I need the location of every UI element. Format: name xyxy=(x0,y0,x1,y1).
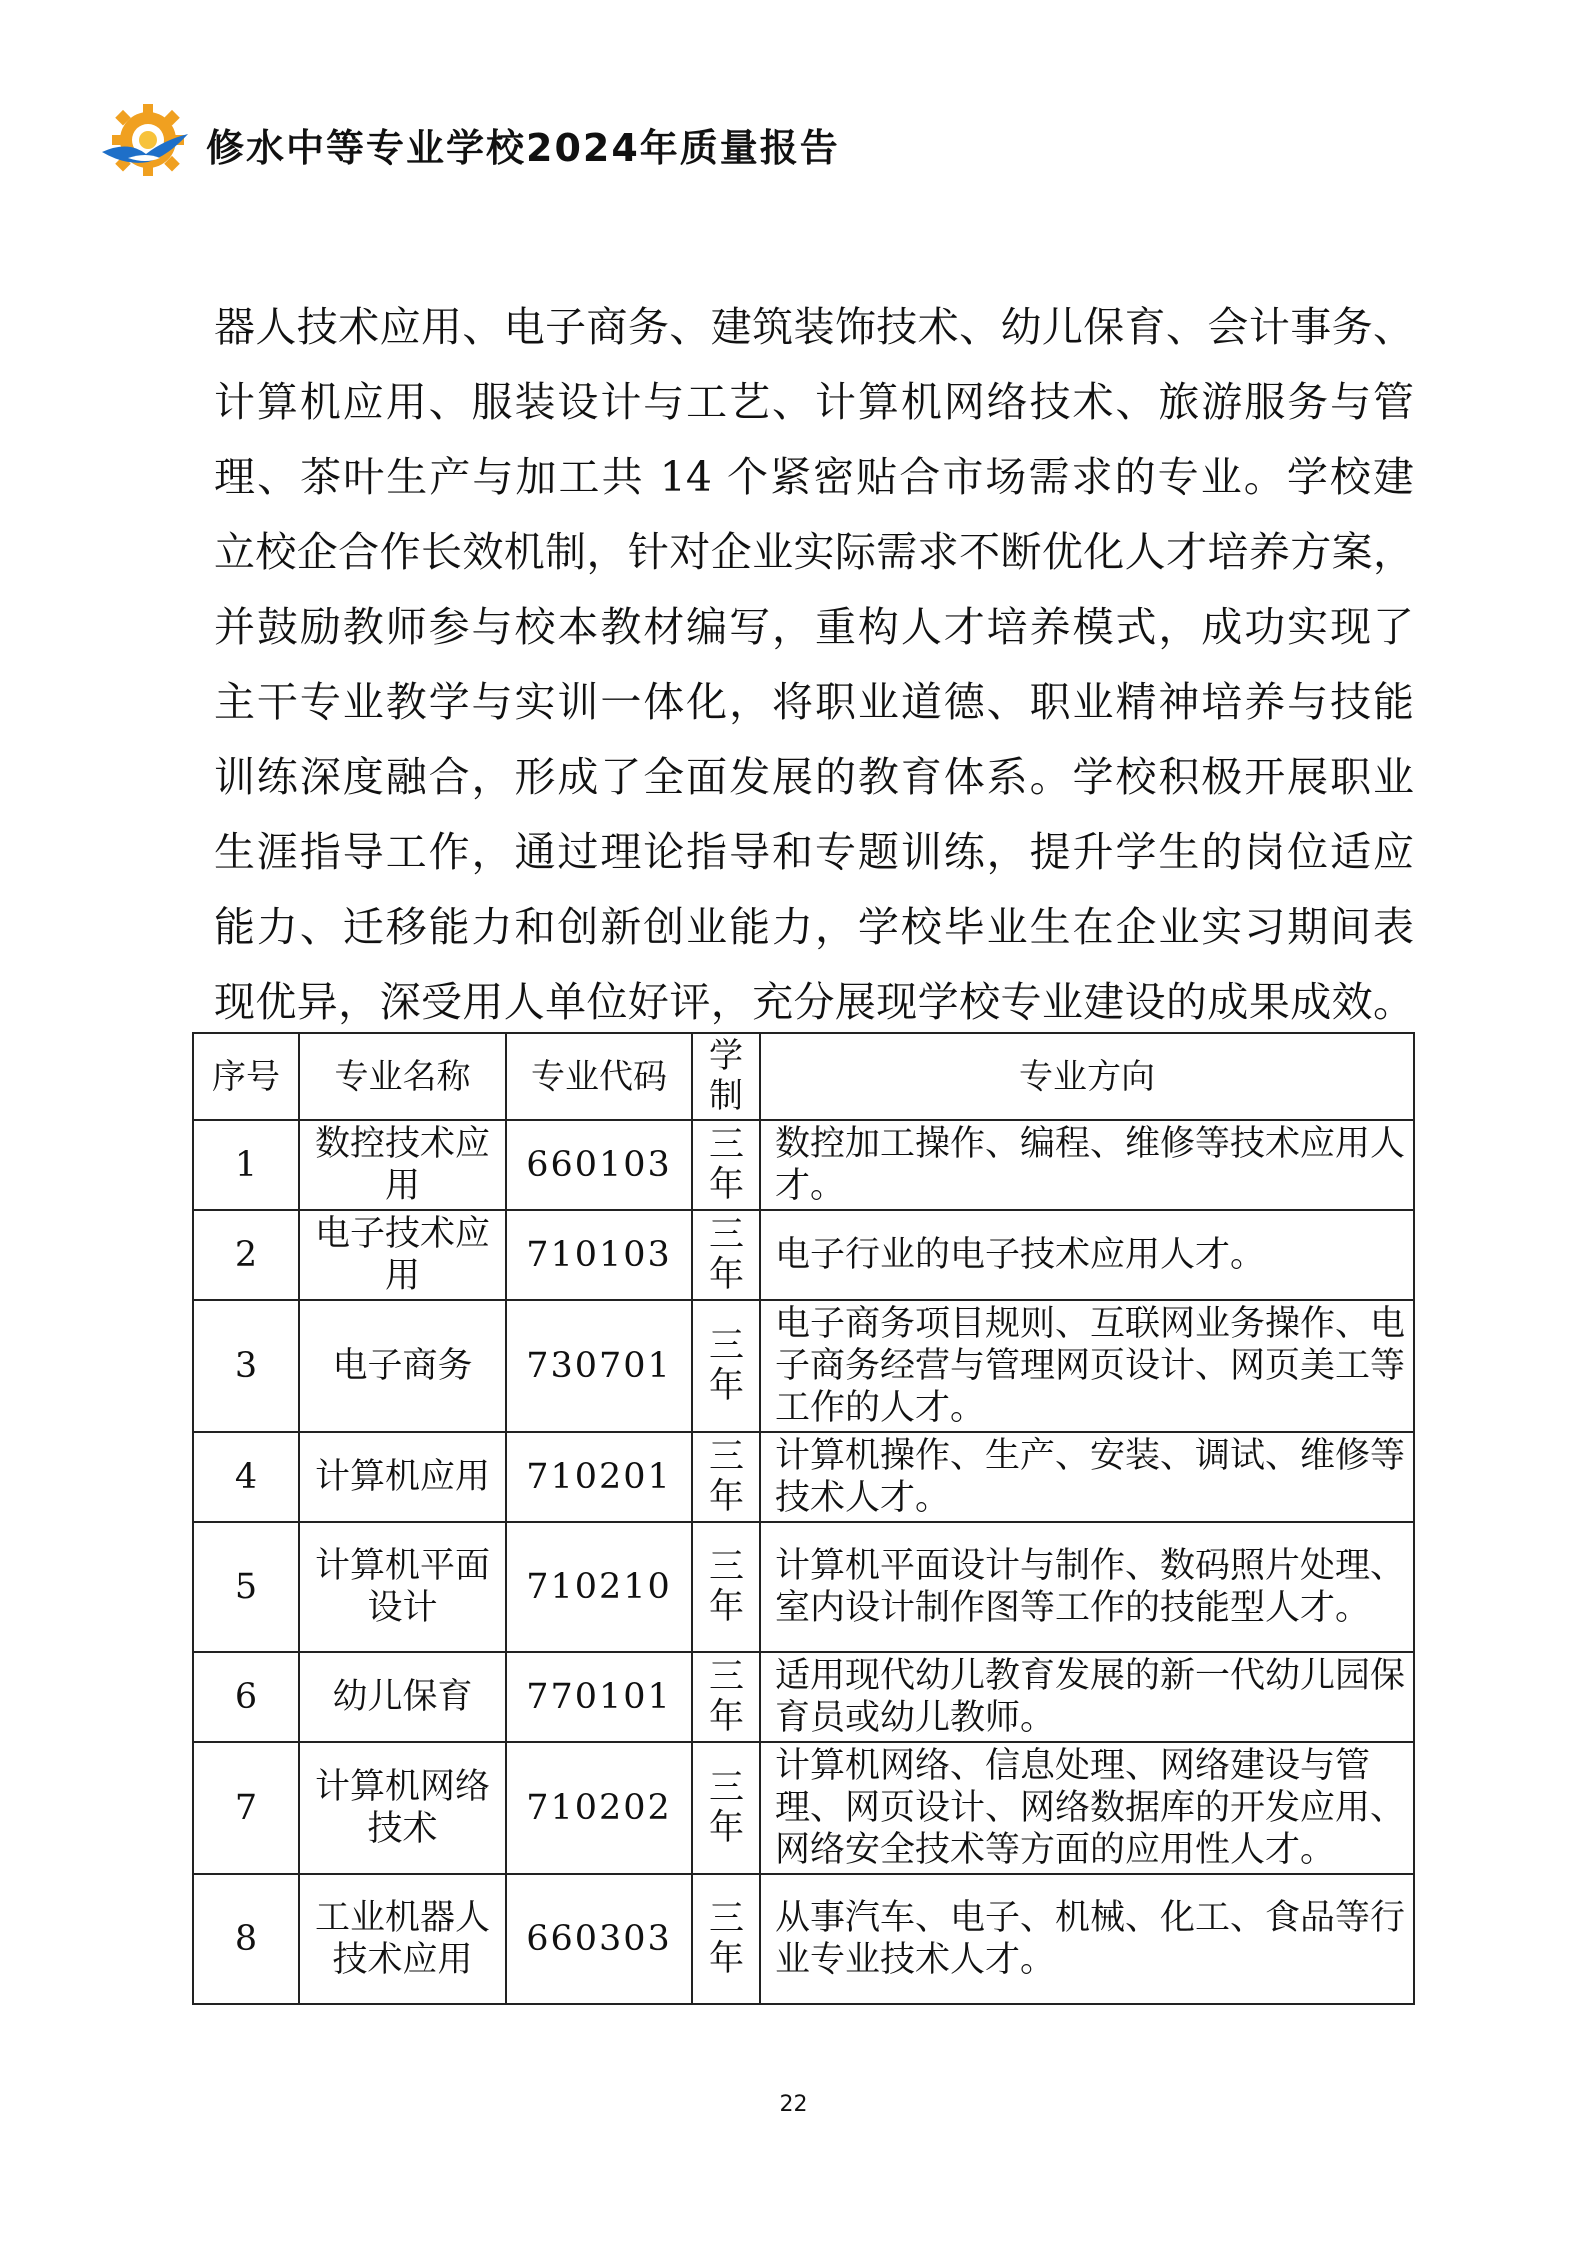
majors-table xyxy=(192,1032,1415,2005)
page-header xyxy=(98,100,840,188)
cell-duration-text: 三年 xyxy=(709,1214,745,1295)
cell-direction: 适用现代幼儿教育发展的新一代幼儿园保育员或幼儿教师。 xyxy=(760,1652,1414,1742)
header-duration-text: 学制 xyxy=(709,1036,743,1116)
cell-name: 工业机器人技术应用 xyxy=(299,1874,506,2004)
header-duration xyxy=(692,1033,760,1120)
cell-direction: 计算机平面设计与制作、数码照片处理、室内设计制作图等工作的技能型人才。 xyxy=(760,1522,1414,1652)
body-paragraph xyxy=(214,290,1414,1040)
table-row xyxy=(193,1210,1414,1300)
cell-seq: 1 xyxy=(193,1120,299,1210)
paragraph-line: 理、茶叶生产与加工共 14 个紧密贴合市场需求的专业。学校建 xyxy=(214,453,1414,501)
paragraph-line: 器人技术应用、电子商务、建筑装饰技术、幼儿保育、会计事务、 xyxy=(214,303,1414,351)
table-row xyxy=(193,1120,1414,1210)
cell-seq: 3 xyxy=(193,1300,299,1432)
cell-seq: 2 xyxy=(193,1210,299,1300)
table-row xyxy=(193,1432,1414,1522)
cell-seq: 5 xyxy=(193,1522,299,1652)
table-row xyxy=(193,1300,1414,1432)
cell-duration xyxy=(692,1432,760,1522)
cell-code: 730701 xyxy=(506,1300,692,1432)
cell-seq: 8 xyxy=(193,1874,299,2004)
paragraph-line: 主干专业教学与实训一体化，将职业道德、职业精神培养与技能 xyxy=(214,678,1414,726)
table-row xyxy=(193,1742,1414,1874)
cell-code: 770101 xyxy=(506,1652,692,1742)
cell-code: 710103 xyxy=(506,1210,692,1300)
cell-duration xyxy=(692,1522,760,1652)
table-row xyxy=(193,1652,1414,1742)
cell-duration-text: 三年 xyxy=(709,1767,745,1848)
cell-name: 计算机应用 xyxy=(299,1432,506,1522)
cell-duration xyxy=(692,1120,760,1210)
cell-name: 电子商务 xyxy=(299,1300,506,1432)
paragraph-line: 计算机应用、服装设计与工艺、计算机网络技术、旅游服务与管 xyxy=(214,378,1414,426)
cell-direction: 计算机网络、信息处理、网络建设与管理、网页设计、网络数据库的开发应用、网络安全技术等方面的应用性人才。 xyxy=(760,1742,1414,1874)
cell-seq: 6 xyxy=(193,1652,299,1742)
cell-name: 电子技术应用 xyxy=(299,1210,506,1300)
paragraph-line: 生涯指导工作，通过理论指导和专题训练，提升学生的岗位适应 xyxy=(214,828,1414,876)
cell-seq: 4 xyxy=(193,1432,299,1522)
cell-direction: 计算机操作、生产、安装、调试、维修等技术人才。 xyxy=(760,1432,1414,1522)
cell-duration-text: 三年 xyxy=(709,1656,745,1737)
table-row xyxy=(193,1874,1414,2004)
paragraph-line: 现优异，深受用人单位好评，充分展现学校专业建设的成果成效。 xyxy=(214,978,1414,1026)
cell-duration-text: 三年 xyxy=(709,1436,745,1517)
cell-seq: 7 xyxy=(193,1742,299,1874)
cell-direction: 从事汽车、电子、机械、化工、食品等行业专业技术人才。 xyxy=(760,1874,1414,2004)
header-seq: 序号 xyxy=(193,1033,299,1120)
cell-duration-text: 三年 xyxy=(709,1546,745,1627)
cell-direction: 电子行业的电子技术应用人才。 xyxy=(760,1210,1414,1300)
header-name: 专业名称 xyxy=(299,1033,506,1120)
cell-duration-text: 三年 xyxy=(709,1325,745,1406)
cell-code: 710201 xyxy=(506,1432,692,1522)
cell-duration xyxy=(692,1210,760,1300)
cell-name: 幼儿保育 xyxy=(299,1652,506,1742)
cell-name: 计算机平面设计 xyxy=(299,1522,506,1652)
cell-duration xyxy=(692,1300,760,1432)
page-number: 22 xyxy=(779,2092,808,2117)
cell-duration-text: 三年 xyxy=(709,1124,745,1205)
cell-direction: 数控加工操作、编程、维修等技术应用人才。 xyxy=(760,1120,1414,1210)
header-code: 专业代码 xyxy=(506,1033,692,1120)
paragraph-line: 训练深度融合，形成了全面发展的教育体系。学校积极开展职业 xyxy=(214,753,1414,801)
cell-code: 710210 xyxy=(506,1522,692,1652)
cell-name: 数控技术应用 xyxy=(299,1120,506,1210)
table-header-row xyxy=(193,1033,1414,1120)
cell-duration xyxy=(692,1742,760,1874)
header-direction: 专业方向 xyxy=(760,1033,1414,1120)
table-row xyxy=(193,1522,1414,1652)
cell-code: 710202 xyxy=(506,1742,692,1874)
paragraph-line: 并鼓励教师参与校本教材编写，重构人才培养模式，成功实现了 xyxy=(214,603,1414,651)
paragraph-line: 立校企合作长效机制，针对企业实际需求不断优化人才培养方案， xyxy=(214,528,1414,576)
cell-duration xyxy=(692,1652,760,1742)
cell-code: 660303 xyxy=(506,1874,692,2004)
school-gear-logo-icon xyxy=(98,100,190,188)
cell-code: 660103 xyxy=(506,1120,692,1210)
cell-duration xyxy=(692,1874,760,2004)
report-title: 修水中等专业学校2024年质量报告 xyxy=(206,125,840,170)
paragraph-line: 能力、迁移能力和创新创业能力，学校毕业生在企业实习期间表 xyxy=(214,903,1414,951)
cell-direction: 电子商务项目规则、互联网业务操作、电子商务经营与管理网页设计、网页美工等工作的人才。 xyxy=(760,1300,1414,1432)
cell-name: 计算机网络技术 xyxy=(299,1742,506,1874)
cell-duration-text: 三年 xyxy=(709,1898,745,1979)
